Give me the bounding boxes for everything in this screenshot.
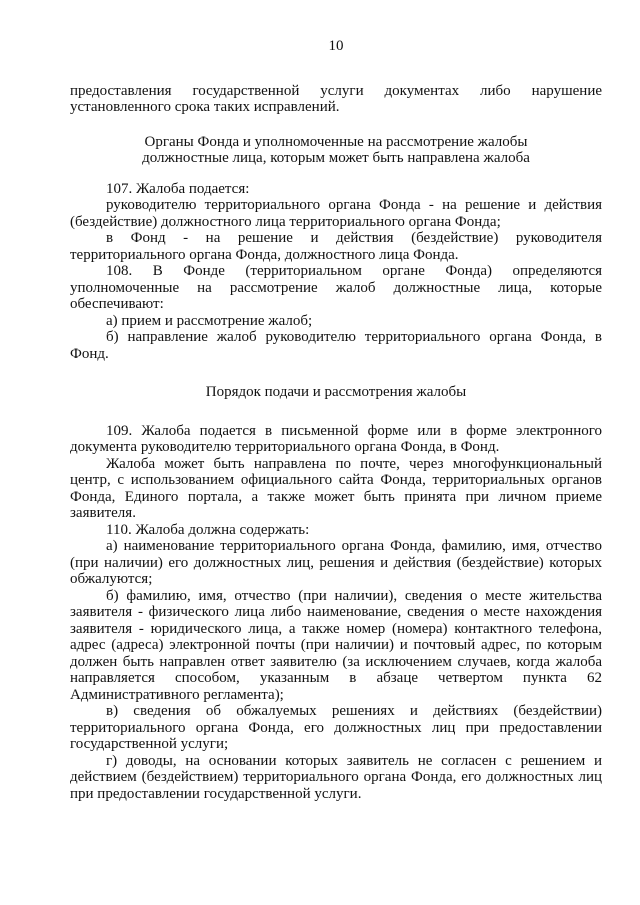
paragraph-108-item-a: а) прием и рассмотрение жалоб; (106, 312, 313, 329)
section-heading-procedure: Порядок подачи и рассмотрения жалобы (205, 384, 467, 400)
paragraph-109-2: Жалоба может быть направлена по почте, через многофункциональный центр, с использованием официального сайта Фонда, территориальных органов Фонда, Единого портала, а также может быть принята при личном приеме заявителя. (70, 455, 602, 521)
paragraph-107-item-1: руководителю территориального органа Фонда - на решение и действия (бездействие) должностного лица территориального органа Фонда; (70, 197, 602, 230)
paragraph-110-item-a: а) наименование территориального органа Фонда, фамилию, имя, отчество (при наличии) его должностных лиц, решения и действия (бездействие) которых обжалуются; (70, 538, 602, 587)
paragraph-108-item-b: б) направление жалоб руководителю территориального органа Фонда, в Фонд. (70, 329, 602, 362)
paragraph-107: 107. Жалоба подается: (106, 180, 250, 197)
paragraph-110-item-g: г) доводы, на основании которых заявитель не согласен с решением и действием (бездействием) территориального органа Фонда, его должностных лиц при предоставлении государственной услуги. (70, 752, 602, 802)
section-heading-complaint-bodies: Органы Фонда и уполномоченные на рассмотрение жалобы должностные лица, которым может быть направлена жалоба (142, 133, 530, 166)
paragraph-intro: предоставления государственной услуги документах либо нарушение установленного срока таких исправлений. (70, 82, 602, 115)
paragraph-110-item-v: в) сведения об обжалуемых решениях и действиях (бездействии) территориального органа Фонда, его должностных лиц при предоставлении государственной услуги; (70, 703, 602, 752)
paragraph-107-item-2: в Фонд - на решение и действия (бездействие) руководителя территориального органа Фонда, должностного лица Фонда. (70, 230, 602, 263)
page-number: 10 (328, 38, 344, 54)
paragraph-110-item-b: б) фамилию, имя, отчество (при наличии), сведения о месте жительства заявителя - физического лица либо наименование, сведения о месте нахождения заявителя - юридического лица, а также номер (номера) контактного телефона, адрес (адреса) электронной почты (при наличии) и почтовый адрес, по которым должен быть направлен ответ заявителю (за исключением случаев, когда жалоба направляется способом, указанным в абзаце четвертом пункта 62 Административного регламента); (70, 587, 602, 703)
paragraph-108: 108. В Фонде (территориальном органе Фонда) определяются уполномоченные на рассмотрение жалоб должностные лица, которые обеспечивают: (70, 263, 602, 312)
paragraph-109: 109. Жалоба подается в письменной форме или в форме электронного документа руководителю территориального органа Фонда, в Фонд. (70, 422, 602, 455)
paragraph-110: 110. Жалоба должна содержать: (106, 521, 310, 538)
